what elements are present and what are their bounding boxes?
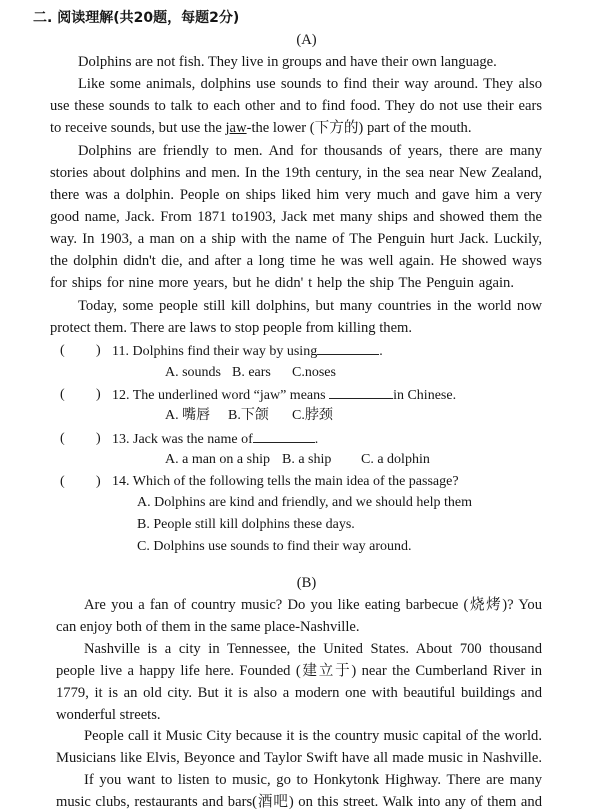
passage-a-label: (A)	[296, 32, 317, 48]
jaw-line-after: -the lower (下方的) part of the mouth.	[246, 120, 472, 136]
answer-paren-close: )	[96, 343, 101, 358]
question-number: 12.	[112, 388, 130, 403]
option-a: A. 嘴唇	[165, 408, 211, 423]
answer-paren-open: (	[60, 474, 65, 489]
answer-blank	[253, 430, 315, 443]
passage-a-line: there was a dolphin. People on ships liked him very much and gave him a very	[50, 187, 542, 203]
passage-b-line: wonderful streets.	[56, 707, 161, 723]
question-text: The underlined word “jaw” means	[132, 388, 326, 403]
option-c: C.noses	[292, 365, 336, 380]
passage-a-line: the dolphin didn't die, and after a long time he was well again. He showed ways	[50, 253, 542, 269]
question-stem	[112, 430, 318, 449]
passage-a-line: way. In 1903, a man on a ship with the name of The Penguin hurt Jack. Luckily,	[50, 231, 542, 247]
option-b: B. a ship	[282, 452, 332, 467]
question-stem	[112, 386, 456, 405]
question-number: 13.	[112, 432, 130, 447]
option-a: A. Dolphins are kind and friendly, and we should help them	[137, 495, 473, 510]
question-text: Which of the following tells the main idea of the passage?	[132, 474, 459, 489]
question-stem	[112, 342, 383, 361]
passage-a-line: Dolphins are not fish. They live in groups and have their own language.	[78, 54, 497, 70]
answer-paren-close: )	[96, 387, 101, 402]
passage-b-line: Musicians like Elvis, Beyonce and Taylor Swift have all made music in Nashville.	[56, 750, 542, 766]
option-c: C. a dolphin	[361, 452, 430, 467]
passage-a-line: for ships for nine more years, but he didn' t help the ship The Penguin again.	[50, 275, 514, 291]
passage-a-line: protect them. There are laws to stop people from killing them.	[50, 320, 413, 336]
question-text-end: .	[379, 344, 383, 359]
answer-blank	[329, 386, 393, 399]
passage-a-jaw-line	[50, 119, 472, 137]
passage-b-line: People call it Music City because it is the country music capital of the world.	[84, 728, 542, 744]
answer-blank	[317, 342, 379, 355]
option-b: B. ears	[232, 365, 271, 380]
question-text: Jack was the name of	[133, 432, 253, 447]
passage-a-line: stories about dolphins and men. In the 19th century, in the sea near New Zealand,	[50, 165, 542, 181]
answer-paren-close: )	[96, 474, 101, 489]
passage-a-line: good name, Jack. From 1871 to1903, Jack met many ships and showed them the	[50, 209, 542, 225]
option-a: A. sounds	[165, 365, 222, 380]
question-text-end: in Chinese.	[393, 388, 457, 403]
answer-paren-open: (	[60, 343, 65, 358]
passage-b-line: Nashville is a city in Tennessee, the United States. About 700 thousand	[84, 641, 542, 657]
passage-a-line: use these sounds to talk to each other and to find food. They do not use their ears	[50, 98, 542, 114]
passage-b-label: (B)	[296, 575, 317, 591]
option-b: B.下颌	[228, 408, 269, 423]
answer-paren-open: (	[60, 387, 65, 402]
passage-b-line: people live a happy life here. Founded (建立于) near the Cumberland River in	[56, 663, 542, 679]
question-stem	[112, 473, 459, 491]
passage-a-line: Dolphins are friendly to men. And for thousands of years, there are many	[78, 143, 542, 159]
answer-paren-open: (	[60, 431, 65, 446]
option-c: C.脖颈	[292, 408, 333, 423]
question-number: 14.	[112, 474, 130, 489]
option-a: A. a man on a ship	[165, 452, 270, 467]
answer-paren-close: )	[96, 431, 101, 446]
passage-b-line: Are you a fan of country music? Do you like eating barbecue (烧烤)? You	[84, 597, 542, 613]
passage-b-line: If you want to listen to music, go to Honkytonk Highway. There are many	[84, 772, 542, 788]
passage-a-line: Today, some people still kill dolphins, but many countries in the world now	[78, 298, 542, 314]
option-b: B. People still kill dolphins these days.	[137, 517, 355, 532]
passage-b-line: 1779, it is an old city. But it is also a modern one with beautiful buildings and	[56, 685, 542, 701]
question-number: 11.	[112, 344, 129, 359]
section-title: 二. 阅读理解(共20题，每题2分)	[33, 10, 240, 26]
underlined-word-jaw: jaw	[225, 120, 247, 136]
passage-b-line: can enjoy both of them in the same place-Nashville.	[56, 619, 360, 635]
passage-a-line: Like some animals, dolphins use sounds to find their way around. They also	[78, 76, 542, 92]
question-text: Dolphins find their way by using	[132, 344, 318, 359]
jaw-line-before: to receive sounds, but use the	[50, 120, 226, 136]
passage-b-line: music clubs, restaurants and bars(酒吧) on this street. Walk into any of them and	[56, 794, 542, 810]
option-c: C. Dolphins use sounds to find their way around.	[137, 539, 412, 554]
question-text-end: .	[314, 432, 319, 447]
